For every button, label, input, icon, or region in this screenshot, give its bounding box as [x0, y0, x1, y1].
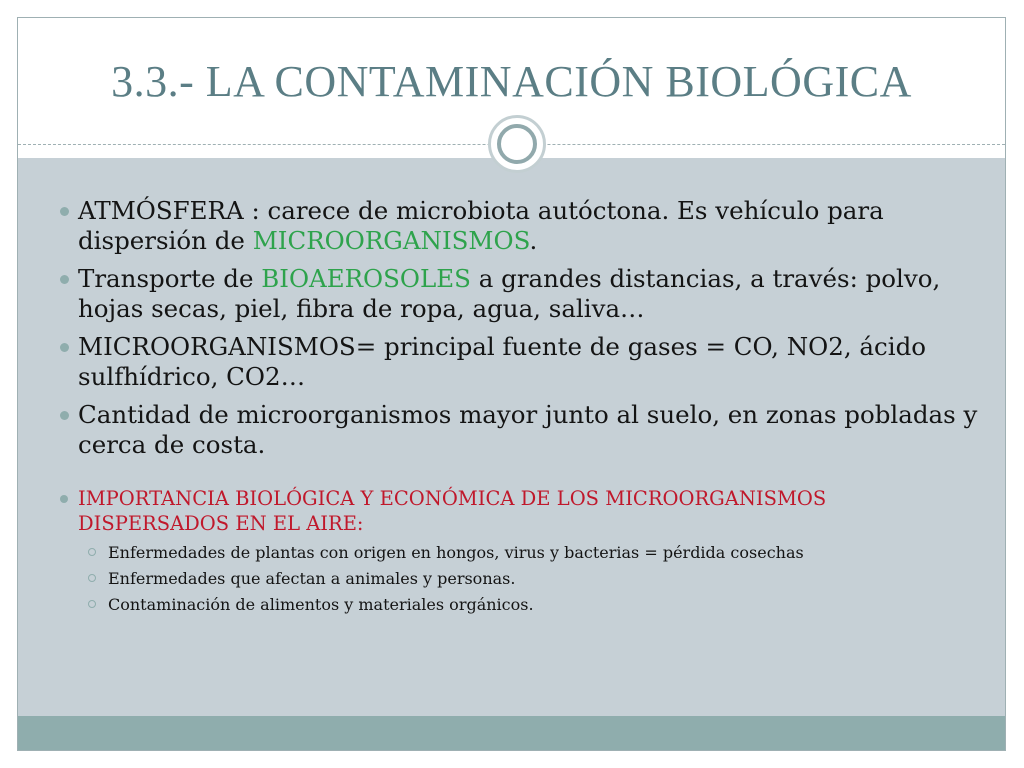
bullet-text-end: .	[529, 226, 538, 255]
sub-bullet-circle-icon	[88, 600, 96, 608]
slide-frame	[17, 17, 1006, 751]
content-area	[18, 158, 1005, 716]
sub-item-alimentos	[88, 594, 980, 616]
bullet-text-end: a grandes distancias, a través: polvo, hojas secas, piel, fibra de ropa, agua, saliva…	[78, 264, 941, 323]
highlight-microorganismos: MICROORGANISMOS	[252, 226, 530, 255]
sub-item-text: Contaminación de alimentos y materiales orgánicos.	[108, 595, 534, 614]
bullet-gases	[60, 332, 980, 392]
footer-bar	[18, 716, 1005, 750]
sub-item-plantas	[88, 542, 980, 564]
bullet-list	[60, 196, 980, 620]
bullet-dot-icon	[60, 343, 69, 352]
bullet-dot-icon	[60, 495, 68, 503]
slide-title: 3.3.- LA CONTAMINACIÓN BIOLÓGICA	[111, 57, 912, 106]
decorative-ring-icon	[488, 115, 546, 173]
bullet-importancia	[60, 486, 980, 616]
sub-bullet-circle-icon	[88, 548, 96, 556]
bullet-text: MICROORGANISMOS= principal fuente de gases = CO, NO2, ácido sulfhídrico, CO2…	[78, 332, 927, 391]
sub-item-animales	[88, 568, 980, 590]
bullet-dot-icon	[60, 411, 69, 420]
list-spacer	[60, 468, 980, 486]
bullet-text: Cantidad de microorganismos mayor junto al suelo, en zonas pobladas y cerca de costa.	[78, 400, 978, 459]
bullet-dot-icon	[60, 275, 69, 284]
importance-sublist	[78, 542, 980, 616]
ring-inner-circle	[497, 124, 537, 164]
bullet-dot-icon	[60, 207, 69, 216]
importance-heading: IMPORTANCIA BIOLÓGICA Y ECONÓMICA DE LOS MICROORGANISMOS DISPERSADOS EN EL AIRE:	[78, 487, 827, 535]
sub-item-text: Enfermedades que afectan a animales y personas.	[108, 569, 516, 588]
sub-bullet-circle-icon	[88, 574, 96, 582]
bullet-cantidad	[60, 400, 980, 460]
bullet-text: ATMÓSFERA : carece de microbiota autóctona. Es vehículo para dispersión de	[78, 196, 884, 255]
bullet-atmosfera	[60, 196, 980, 256]
sub-item-text: Enfermedades de plantas con origen en hongos, virus y bacterias = pérdida cosechas	[108, 543, 804, 562]
bullet-text: Transporte de	[78, 264, 262, 293]
bullet-transporte	[60, 264, 980, 324]
highlight-bioaerosoles: BIOAEROSOLES	[261, 264, 471, 293]
